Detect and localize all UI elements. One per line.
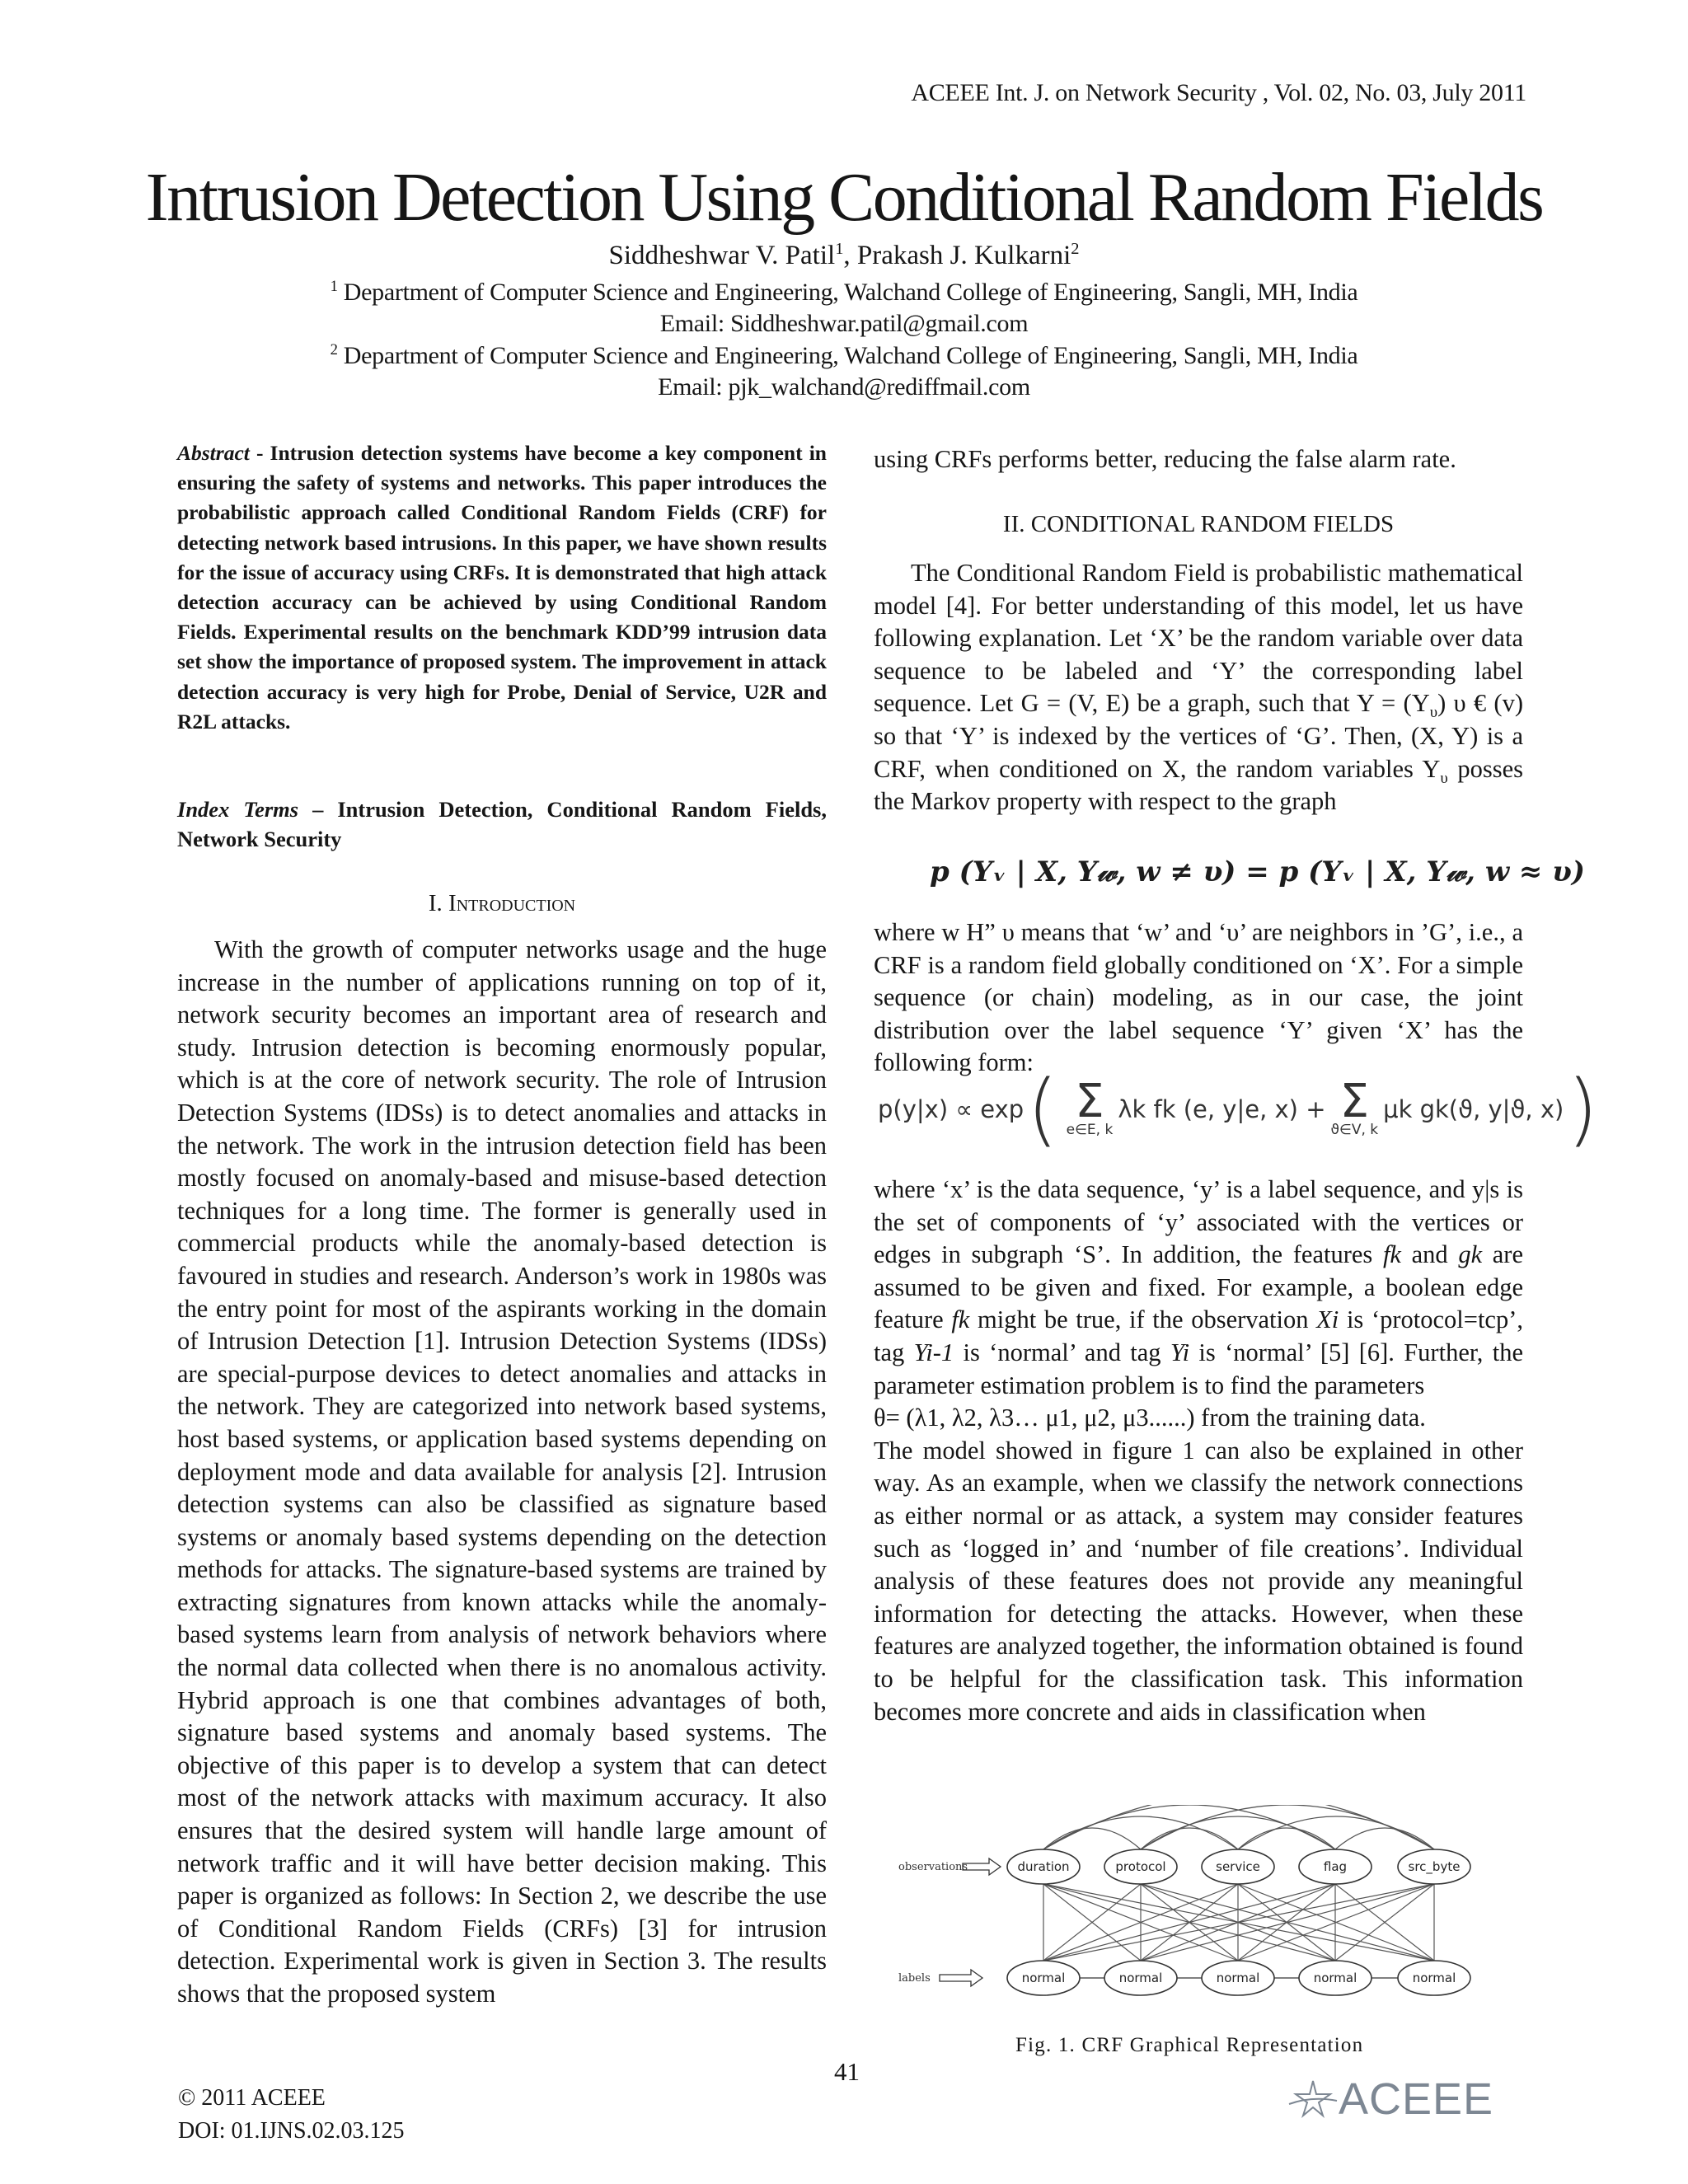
intro-continuation xyxy=(874,443,1523,476)
theta-line: θ= (λ1, λ2, λ3… μ1, μ2, μ3......) from the training data. xyxy=(874,1404,1426,1432)
copyright-text: © 2011 ACEEE xyxy=(178,2085,326,2111)
logo-text: ACEEE xyxy=(1339,2074,1494,2124)
figure-cross-edges xyxy=(1043,1884,1434,1961)
intro-continuation-text: using CRFs performs better, reducing the false alarm rate. xyxy=(874,445,1456,473)
feature-fk-2: fk xyxy=(951,1305,970,1334)
sum-1-limit: e∈E, k xyxy=(1066,1122,1114,1138)
feature-node-text: service xyxy=(1216,1859,1260,1874)
figure-caption: Fig. 1. CRF Graphical Representation xyxy=(1015,2034,1364,2056)
tag-yi: Yi xyxy=(1170,1338,1190,1366)
figure-arcs xyxy=(1043,1805,1434,1849)
crf-p3-b: and xyxy=(1400,1240,1459,1269)
crf-paragraph-4: The model showed in figure 1 can also be explained in other way. As an example, when we classify the network connections as either normal or as attack, a system may consider features such as ‘logged in’ and ‘number of file creations’. Individual analysis of these features does not provide any meaningful information for detecting the attacks. However, when these features are analyzed together, the information obtained is found to be helpful for the classification task. This information becomes more concrete and aids in classification when xyxy=(874,1436,1523,1726)
footer-left xyxy=(178,2082,405,2148)
crf-p3-e: is ‘protocol=tcp’, tag xyxy=(874,1305,1523,1366)
label-node-text: normal xyxy=(1118,1971,1163,1985)
observation-arc xyxy=(1141,1828,1238,1849)
feature-gk: gk xyxy=(1458,1240,1483,1269)
crf-p3-g: is ‘normal’ [5] [6]. Further, the parameter estimation problem is to find the parameters xyxy=(874,1338,1523,1399)
observations-label: observations xyxy=(898,1861,968,1873)
publisher-logo xyxy=(1287,2074,1493,2125)
observation-arc xyxy=(1335,1828,1434,1849)
introduction-body xyxy=(177,934,827,2011)
crf-p1-part-a: The Conditional Random Field is probabilistic mathematical model [4]. For better understanding of this model, let us have following explanation. Let ‘X’ be the random variable over data sequence to be labeled and ‘Y’ the corresponding label sequence. Let G = (V, E) be a graph, such that Y = (Y xyxy=(874,559,1523,718)
abstract-text: - Intrusion detection systems have become a key component in ensuring the safety of systems and networks. This paper introduces the probabilistic approach called Conditional Random Fields (CRF) for detecting network based intrusions. In this paper, we have shown results for the issue of accuracy using CRFs. It is demonstrated that high attack detection accuracy can be achieved by using Conditional Random Fields. Experimental results on the benchmark KDD’99 intrusion data set show the importance of proposed system. The improvement in attack detection accuracy is very high for Probe, Denial of Service, U2R and R2L attacks. xyxy=(177,441,827,733)
sum-1 xyxy=(1066,1075,1114,1138)
abstract-label: Abstract xyxy=(177,441,250,465)
feature-node-text: flag xyxy=(1323,1859,1348,1874)
tag-yi-1: Yi-1 xyxy=(913,1338,954,1366)
feature-node-text: duration xyxy=(1017,1859,1070,1874)
crf-p3-f: is ‘normal’ and tag xyxy=(954,1338,1170,1366)
introduction-paragraph: With the growth of computer networks usage and the huge increase in the number of applications running on top of it, network security becomes an important area of research and study. Intrusion detection is becoming enormously popular, which is at the core of network security. The role of Intrusion Detection Systems (IDSs) is to detect anomalies and attacks in the network. The work in the intrusion detection field has been mostly focused on anomaly-based and misuse-based detection techniques for a long time. The former is generally used in commercial products while the anomaly-based detection is favoured in studies and research. Anderson’s work in 1980s was the entry point for most of the aspirants working in the domain of Intrusion Detection [1]. Intrusion Detection Systems (IDSs) are special-purpose devices to detect anomalies and attacks in the network. They are categorized into network based systems, host based systems, or application based systems depending on deployment mode and data available for analysis [2]. Intrusion detection systems can also be classified as signature based systems or anomaly based systems depending on the detection methods for attacks. The signature-based systems are trained by extracting signatures from known attacks while the anomaly-based systems learn from analysis of network behaviors where the normal data collected when there is no anomalous activity. Hybrid approach is one that combines advantages of both, signature based systems and anomaly based systems. The objective of this paper is to develop a system that can detect most of the network attacks with maximum accuracy. It also ensures that the desired system will handle large amount of network traffic and it will have better decision making. This paper is organized as follows: In Section 2, we describe the use of Conditional Random Fields (CRFs) [3] for intrusion detection. Experimental work is given in Section 3. The results shows that the proposed system xyxy=(177,935,827,2008)
section-1-number: I. xyxy=(428,890,449,916)
label-node-text: normal xyxy=(1021,1971,1066,1985)
labels-label: labels xyxy=(898,1972,931,1985)
author-2: Prakash J. Kulkarni xyxy=(856,241,1071,270)
star-swoosh-icon xyxy=(1287,2078,1339,2121)
observation-arc xyxy=(1043,1828,1141,1849)
equation-term-2: μk gk(ϑ, y|ϑ, x) xyxy=(1383,1095,1564,1123)
affiliation-1-mark: 1 xyxy=(330,278,338,295)
observation-arc xyxy=(1141,1805,1434,1849)
section-1-heading xyxy=(177,890,827,917)
index-terms xyxy=(177,794,827,854)
author-1: Siddheshwar V. Patil xyxy=(608,241,836,270)
feature-fk: fk xyxy=(1382,1240,1401,1269)
doi-text: DOI: 01.IJNS.02.03.125 xyxy=(178,2118,405,2144)
crf-paragraph-3-text xyxy=(874,1174,1523,1402)
abstract xyxy=(177,438,827,737)
feature-node-text: src_byte xyxy=(1408,1859,1461,1874)
section-2-heading: II. CONDITIONAL RANDOM FIELDS xyxy=(1002,511,1395,537)
author-2-affil-mark: 2 xyxy=(1071,240,1080,258)
equation-term-1: λk fk (e, y|e, x) + xyxy=(1118,1095,1326,1123)
index-terms-label: Index Terms xyxy=(177,797,299,822)
observation-arc xyxy=(1043,1805,1434,1849)
sum-2-limit: ϑ∈V, k xyxy=(1330,1122,1379,1138)
observation-xi: Xi xyxy=(1316,1305,1339,1334)
author-1-affil-mark: 1 xyxy=(835,240,844,258)
crf-paragraph-1 xyxy=(874,557,1523,818)
section-1-title: Introduction xyxy=(448,890,576,916)
open-paren-glyph: ( xyxy=(1027,1063,1058,1155)
running-head: ACEEE Int. J. on Network Security , Vol. 02, No. 03, July 2011 xyxy=(911,79,1526,106)
close-paren-glyph: ) xyxy=(1567,1063,1598,1155)
feature-node-text: protocol xyxy=(1115,1859,1166,1874)
sigma-glyph: Σ xyxy=(1339,1075,1370,1128)
label-node-text: normal xyxy=(1313,1971,1357,1985)
page-number: 41 xyxy=(834,2057,860,2086)
label-node-text: normal xyxy=(1216,1971,1260,1985)
author-separator: , xyxy=(843,241,857,270)
observation-arc xyxy=(1238,1828,1335,1849)
crf-distribution-equation xyxy=(878,1063,1601,1155)
crf-paragraph-3 xyxy=(874,1174,1523,1728)
affiliation-2 xyxy=(0,342,1688,370)
author-line xyxy=(0,241,1688,271)
sum-2 xyxy=(1330,1075,1379,1138)
affiliation-2-email[interactable]: Email: pjk_walchand@rediffmail.com xyxy=(658,373,1030,401)
labels-arrow xyxy=(940,1970,982,1986)
observation-arc xyxy=(1238,1816,1434,1849)
crf-paragraph-1-text xyxy=(874,557,1523,818)
affiliation-2-dept: Department of Computer Science and Engineering, Walchand College of Engineering, Sangli, MH, India xyxy=(343,342,1358,369)
paper-title: Intrusion Detection Using Conditional Random Fields xyxy=(145,159,1543,236)
crf-p1-sub-1: υ xyxy=(1429,704,1438,722)
figure-label-nodes xyxy=(1007,1961,1470,1995)
crf-p1-part-c: posses the Markov property with respect to the graph xyxy=(874,754,1523,816)
affiliation-1 xyxy=(0,279,1688,307)
affiliation-2-mark: 2 xyxy=(330,341,338,359)
affiliation-1-email[interactable]: Email: Siddheshwar.patil@gmail.com xyxy=(659,310,1029,337)
label-node-text: normal xyxy=(1412,1971,1456,1985)
affiliation-1-dept: Department of Computer Science and Engineering, Walchand College of Engineering, Sangli, MH, India xyxy=(343,279,1358,306)
figure-obs-nodes xyxy=(1007,1849,1470,1884)
crf-paragraph-2-text: where w H” υ means that ‘w’ and ‘υ’ are neighbors in ’G’, i.e., a CRF is a random field globally conditioned on ‘X’. For a simple sequence (or chain) modeling, as in our case, the joint distribution over the label sequence ‘Y’ given ‘X’ has the following form: xyxy=(874,918,1523,1077)
observations-arrow xyxy=(963,1858,1001,1875)
crf-p3-c: are assumed to be given and fixed. For example, a boolean edge feature xyxy=(874,1240,1523,1334)
index-terms-text: – Intrusion Detection, Conditional Random Fields, Network Security xyxy=(177,797,827,852)
crf-paragraph-2 xyxy=(874,916,1523,1080)
crf-p3-d: might be true, if the observation xyxy=(969,1305,1317,1334)
crf-p1-part-b: ) υ € (v) so that ‘Y’ is indexed by the vertices of ‘G’. Then, (X, Y) is a CRF, when conditioned on X, the random variables Y xyxy=(874,689,1523,783)
crf-p3-a: where ‘x’ is the data sequence, ‘y’ is a label sequence, and y|s is the set of components of ‘y’ associated with the vertices or edges in subgraph ‘S’. In addition, the features xyxy=(874,1175,1523,1269)
crf-graph-figure xyxy=(898,1805,1533,2019)
markov-property-equation: p (Yᵥ | X, Y𝓌, w ≠ υ) = p (Yᵥ | X, Y𝓌, w ≈ υ) xyxy=(930,855,1585,888)
crf-p1-sub-2: υ xyxy=(1440,769,1448,787)
equation-lhs: p(y|x) ∝ exp xyxy=(878,1095,1025,1123)
sigma-glyph: Σ xyxy=(1075,1075,1104,1128)
